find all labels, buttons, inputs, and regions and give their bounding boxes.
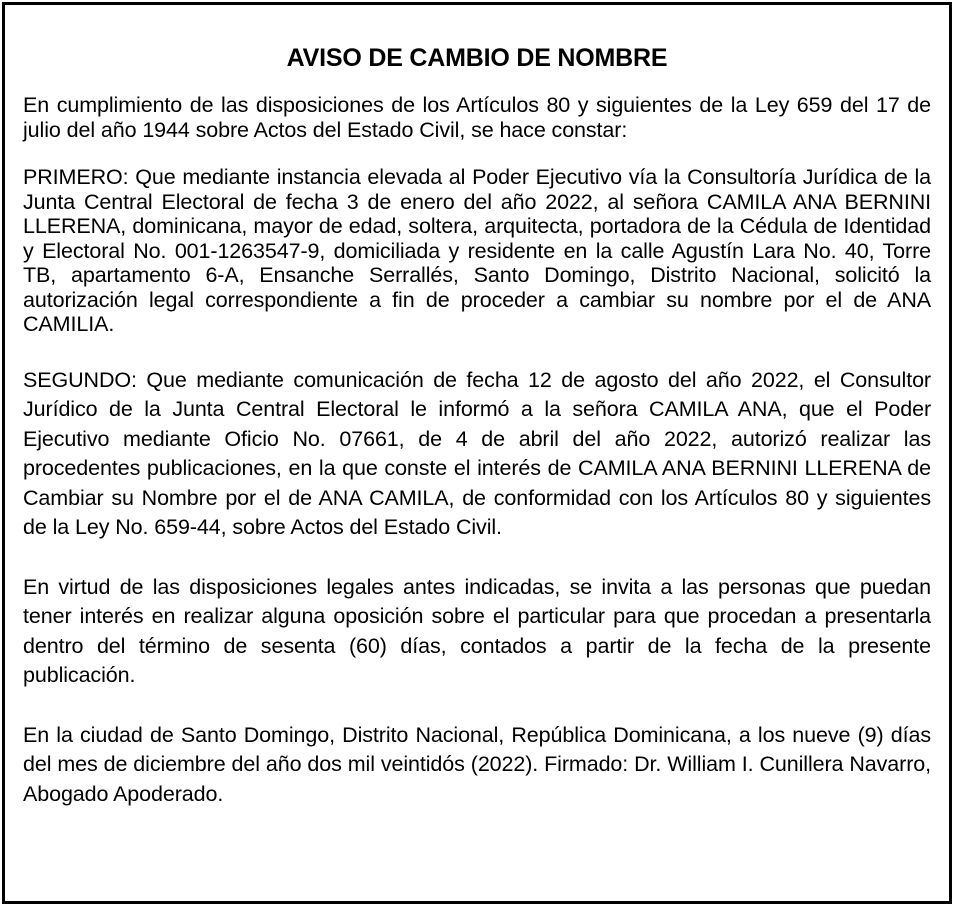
invitation-paragraph: En virtud de las disposiciones legales antes indicadas, se invita a las personas que puedan tener interés en realizar alguna oposición sobre el particular para que procedan a presentarla dentro del término de sesenta (60) días, contados a partir de la fecha de la presente publicación. bbox=[23, 574, 931, 687]
notice-box bbox=[2, 2, 952, 904]
intro-paragraph: En cumplimiento de las disposiciones de los Artículos 80 y siguientes de la Ley 659 del 17 de julio del año 1944 sobre Actos del Estado Civil, se hace constar: bbox=[23, 93, 931, 142]
closing-paragraph: En la ciudad de Santo Domingo, Distrito Nacional, República Dominicana, a los nueve (9) días del mes de diciembre del año dos mil veintidós (2022). Firmado: Dr. William I. Cunillera Navarro, Abogado Apoderado. bbox=[23, 722, 931, 806]
notice-content bbox=[23, 43, 931, 809]
segundo-paragraph: SEGUNDO: Que mediante comunicación de fecha 12 de agosto del año 2022, el Consultor Jurídico de la Junta Central Electoral le informó a la señora CAMILA ANA, que el Poder Ejecutivo mediante Oficio No. 07661, de 4 de abril del año 2022, autorizó realizar las procedentes publicaciones, en la que conste el interés de CAMILA ANA BERNINI LLERENA de Cambiar su Nombre por el de ANA CAMILA, de conformidad con los Artículos 80 y siguientes de la Ley No. 659-44, sobre Actos del Estado Civil. bbox=[23, 367, 931, 539]
notice-title: AVISO DE CAMBIO DE NOMBRE bbox=[286, 44, 668, 72]
primero-paragraph: PRIMERO: Que mediante instancia elevada al Poder Ejecutivo vía la Consultoría Jurídica de la Junta Central Electoral de fecha 3 de enero del año 2022, al señora CAMILA ANA BERNINI LLERENA, dominicana, mayor de edad, soltera, arquitecta, portadora de la Cédula de Identidad y Electoral No. 001-1263547-9, domiciliada y residente en la calle Agustín Lara No. 40, Torre TB, apartamento 6-A, Ensanche Serrallés, Santo Domingo, Distrito Nacional, solicitó la autorización legal correspondiente a fin de proceder a cambiar su nombre por el de ANA CAMILIA. bbox=[23, 165, 931, 336]
